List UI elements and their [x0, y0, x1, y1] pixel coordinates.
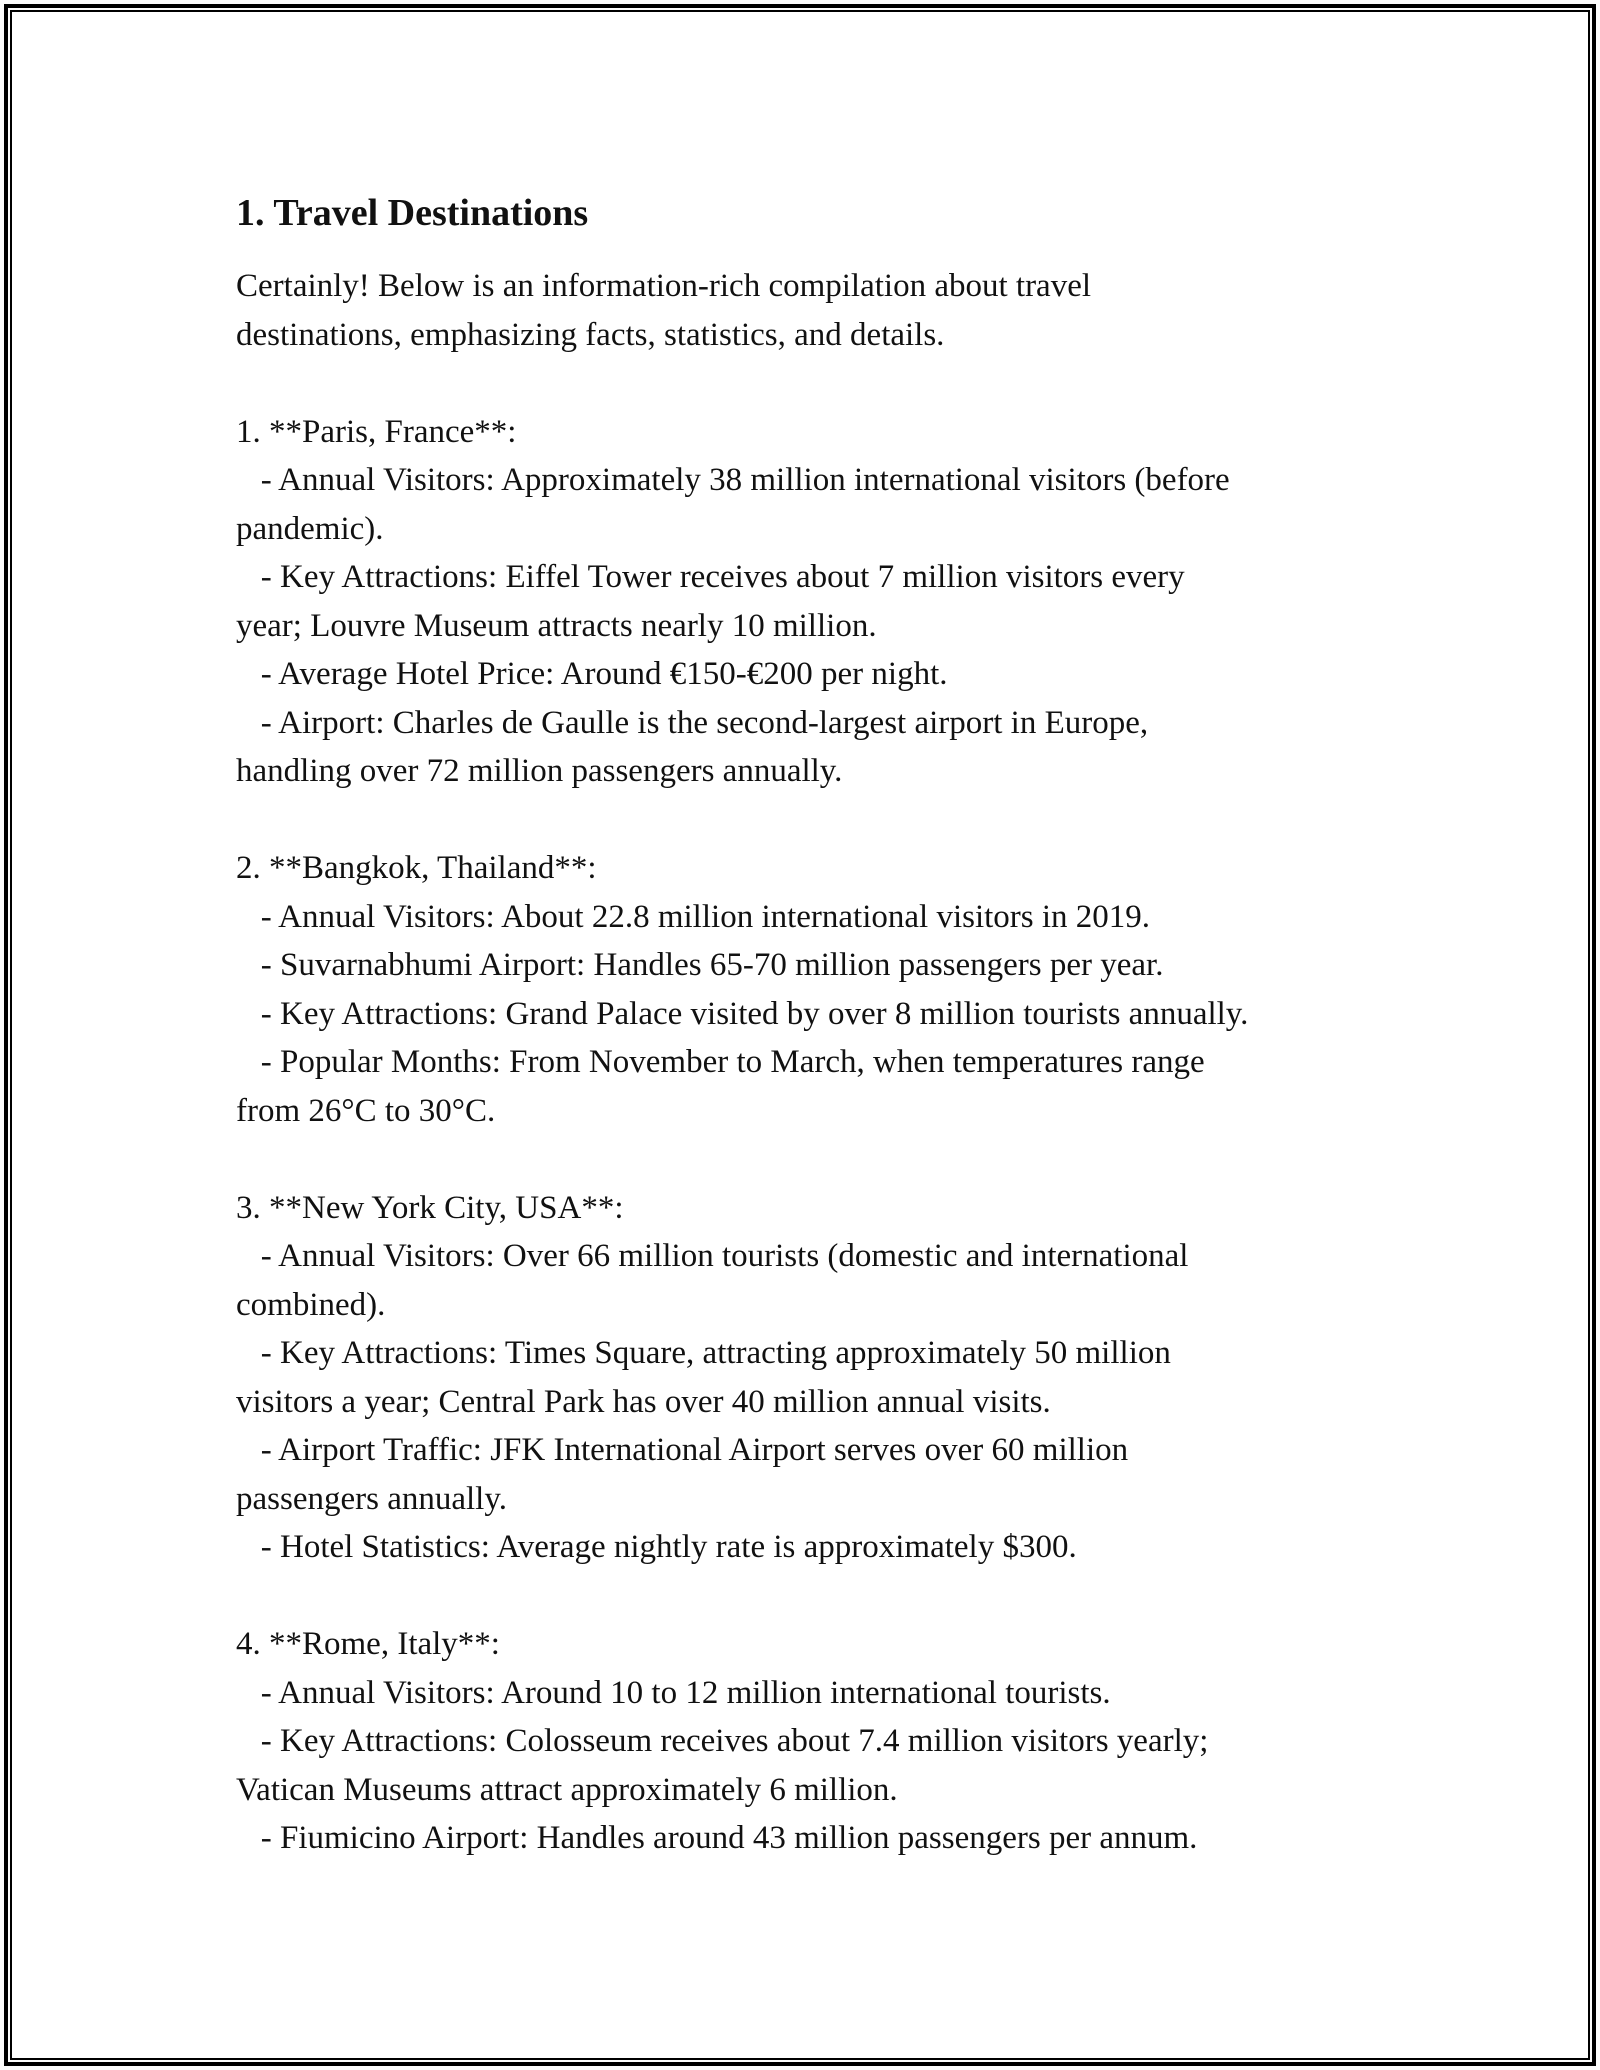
section-paris: 1. **Paris, France**: - Annual Visitors: Approximately 38 million international visitors (before pandemic). - Key Attractions: Eiffel Tower receives about 7 million visitors every year; Louvre Museum attracts nearly 10 million. - Average Hotel Price: Around €150-€200 per night. - Airport: Charles de Gaulle is the second-largest airport in Europe, handling over 72 million passengers annually.	[236, 413, 1230, 789]
blank-line	[236, 359, 1396, 408]
blank-line	[236, 796, 1396, 845]
blank-line	[236, 1135, 1396, 1184]
document-title: 1. Travel Destinations	[236, 192, 589, 234]
blank-line	[236, 1572, 1396, 1621]
intro-paragraph: Certainly! Below is an information-rich compilation about travel destinations, emphasizing facts, statistics, and details.	[236, 268, 1092, 353]
section-bangkok: 2. **Bangkok, Thailand**: - Annual Visitors: About 22.8 million international visitors in 2019. - Suvarnabhumi Airport: Handles 65-70 million passengers per year. - Key Attractions: Grand Palace visited by over 8 million tourists annually. - Popular Months: From November to March, when temperatures range from 26°C to 30°C.	[236, 850, 1249, 1129]
section-rome: 4. **Rome, Italy**: - Annual Visitors: Around 10 to 12 million international tourists. - Key Attractions: Colosseum receives about 7.4 million visitors yearly; Vatican Museums attract approximately 6 million. - Fiumicino Airport: Handles around 43 million passengers per annum.	[236, 1626, 1209, 1856]
document-body	[236, 186, 1396, 1863]
section-new-york: 3. **New York City, USA**: - Annual Visitors: Over 66 million tourists (domestic and international combined). - Key Attractions: Times Square, attracting approximately 50 million visitors a year; Central Park has over 40 million annual visits. - Airport Traffic: JFK International Airport serves over 60 million passengers annually. - Hotel Statistics: Average nightly rate is approximately $300.	[236, 1189, 1189, 1565]
